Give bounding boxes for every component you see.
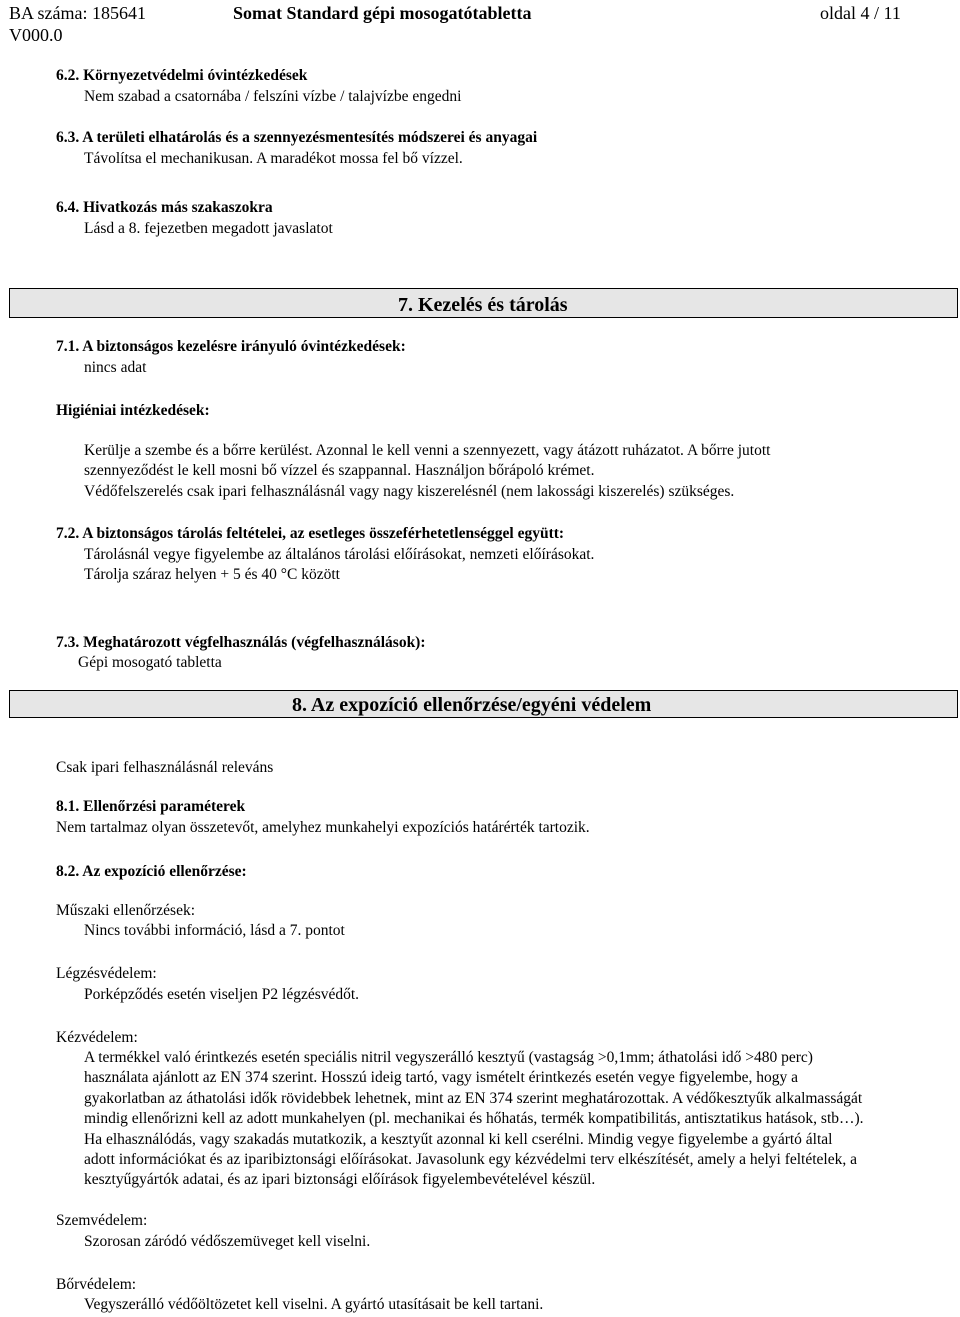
section-6-3-text: Távolítsa el mechanikusan. A maradékot mossa fel bő vízzel. — [84, 150, 463, 167]
section-7-3-title: 7.3. Meghatározott végfelhasználás (végfelhasználások): — [56, 634, 426, 651]
section-7-2-title: 7.2. A biztonságos tárolás feltételei, az esetleges összeférhetetlenséggel együtt: — [56, 525, 565, 542]
hygiene-line: Védőfelszerelés csak ipari felhasználásnál vagy nagy kiszerelésnél (nem lakossági kiszerelés) szükséges. — [84, 482, 735, 500]
eye-protection-label: Szemvédelem: — [56, 1212, 148, 1229]
hand-line: kesztyűgyártók adatai, és az ipari biztonsági előírások figyelembevételével készül. — [84, 1171, 596, 1189]
section-7-1-text: nincs adat — [84, 359, 147, 376]
section-7-3-text: Gépi mosogató tabletta — [78, 654, 222, 671]
section-6-3-title: 6.3. A területi elhatárolás és a szennyezésmentesítés módszerei és anyagai — [56, 129, 538, 146]
section-8-intro: Csak ipari felhasználásnál releváns — [56, 759, 274, 776]
skin-protection-label: Bőrvédelem: — [56, 1276, 137, 1293]
section-6-4-text: Lásd a 8. fejezetben megadott javaslatot — [84, 220, 333, 237]
hand-line: gyakorlatban az áthatolási idők rövidebbek lehetnek, mint az EN 374 szerint meghatározottak. A védőkesztyűk alkalmasságát — [84, 1089, 863, 1107]
hand-protection-text — [84, 1048, 864, 1191]
hygiene-line: Kerülje a szembe és a bőrre kerülést. Azonnal le kell venni a szennyezett, vagy átázott ruházatot. A bőrre jutott — [84, 442, 771, 459]
hand-line: adott információkat és az iparibiztonsági előírásokat. Javasolunk egy kézvédelmi terv elkészítését, amely a helyi feltételek, a — [84, 1151, 857, 1169]
hand-protection-label: Kézvédelem: — [56, 1029, 138, 1046]
storage-line: Tárolásnál vegye figyelembe az általános tárolási előírásokat, nemzeti előírásokat. — [84, 546, 595, 563]
section-8-2-title: 8.2. Az expozíció ellenőrzése: — [56, 863, 247, 880]
section-8-1-text: Nem tartalmaz olyan összetevőt, amelyhez munkahelyi expozíciós határérték tartozik. — [56, 819, 590, 836]
technical-controls-text: Nincs további információ, lásd a 7. pontot — [84, 922, 345, 939]
hand-line: mindig ellenőrizni kell az adott munkahelyen (pl. mechanikai és hőhatás, termék kompatibilitás, antisztatikus hatások, stb…). — [84, 1110, 864, 1128]
respiratory-text: Porképződés esetén viseljen P2 légzésvédőt. — [84, 986, 360, 1003]
hand-line: Ha elhasználódás, vagy szakadás mutatkozik, a kesztyűt azonnal ki kell cserélni. Mindig vegye figyelembe a gyártó által — [84, 1130, 833, 1148]
ba-number: BA száma: 185641 — [9, 3, 146, 23]
technical-controls-label: Műszaki ellenőrzések: — [56, 902, 196, 919]
skin-protection-text: Vegyszerálló védőöltözetet kell viselni. A gyártó utasításait be kell tartani. — [84, 1296, 544, 1313]
version: V000.0 — [9, 25, 63, 45]
hygiene-line: szennyeződést le kell mosni bő vízzel és szappannal. Használjon bőrápoló krémet. — [84, 462, 595, 480]
eye-protection-text: Szorosan záródó védőszemüveget kell viselni. — [84, 1233, 371, 1250]
page-number: oldal 4 / 11 — [820, 3, 901, 23]
section-6-2-text: Nem szabad a csatornába / felszíni vízbe / talajvízbe engedni — [84, 88, 462, 105]
hygiene-title: Higiéniai intézkedések: — [56, 402, 210, 419]
section-8-1-title: 8.1. Ellenőrzési paraméterek — [56, 798, 246, 815]
hygiene-text — [84, 441, 770, 502]
section-8-title: 8. Az expozíció ellenőrzése/egyéni védelem — [292, 694, 652, 716]
hand-line: használata ajánlott az EN 374 szerint. Hosszú ideig tartó, vagy ismételt érintkezés esetén vegye figyelembe, hogy a — [84, 1069, 799, 1087]
product-name: Somat Standard gépi mosogatótabletta — [233, 3, 532, 23]
section-7-2-text — [84, 545, 594, 586]
section-6-4-title: 6.4. Hivatkozás más szakaszokra — [56, 199, 273, 216]
section-7-title: 7. Kezelés és tárolás — [398, 294, 568, 316]
section-7-1-title: 7.1. A biztonságos kezelésre irányuló óvintézkedések: — [56, 338, 406, 355]
section-6-2-title: 6.2. Környezetvédelmi óvintézkedések — [56, 67, 308, 84]
hand-line: A termékkel való érintkezés esetén speciális nitril vegyszerálló kesztyű (vastagság >0,1mm; áthatolási idő >480 perc) — [84, 1049, 813, 1066]
storage-line: Tárolja száraz helyen + 5 és 40 °C között — [84, 566, 340, 584]
respiratory-label: Légzésvédelem: — [56, 965, 157, 982]
